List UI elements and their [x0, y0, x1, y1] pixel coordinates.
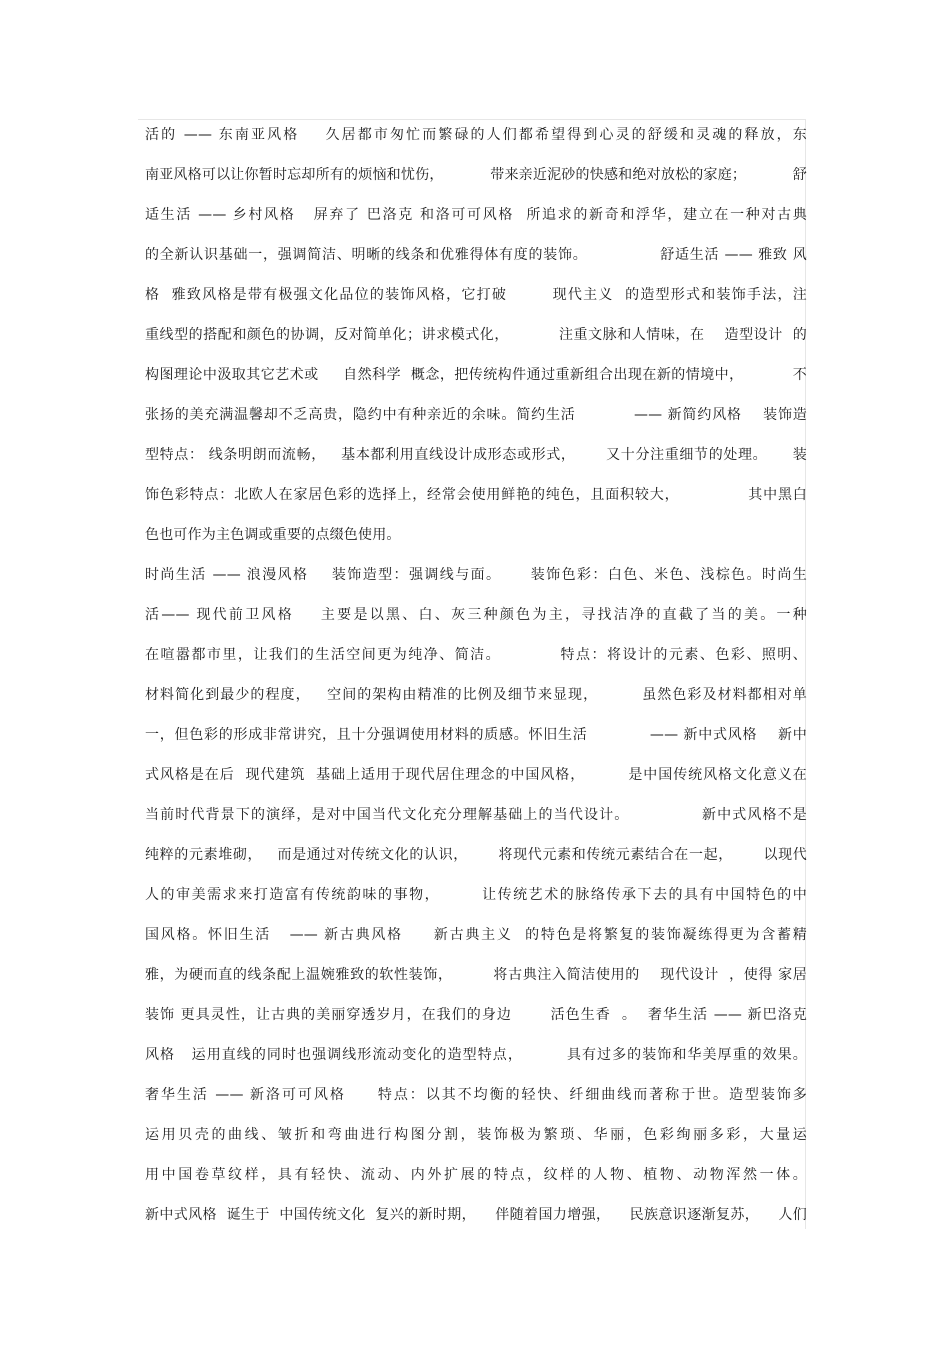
text-line: 饰色彩特点：北欧人在家居色彩的选择上，经常会使用鲜艳的纯色，且面积较大， 其中黑白 [145, 487, 807, 503]
text-line: 国风格。怀旧生活 —— 新古典风格 新古典主义 的特色是将繁复的装饰凝练得更为含蓄精 [145, 927, 807, 943]
text-line: 新中式风格 诞生于 中国传统文化 复兴的新时期， 伴随着国力增强， 民族意识逐渐复苏， 人们 [145, 1207, 807, 1223]
text-line: 活—— 现代前卫风格 主要是以黑、白、灰三种颜色为主，寻找洁净的直截了当的美。一种 [145, 607, 807, 623]
text-line: 的全新认识基础一，强调简洁、明晰的线条和优雅得体有度的装饰。 舒适生活 —— 雅致 风 [145, 247, 807, 263]
text-line: 当前时代背景下的演绎，是对中国当代文化充分理解基础上的当代设计。 新中式风格不是 [145, 807, 807, 823]
text-line: 构图理论中汲取其它艺术或 自然科学 概念，把传统构件通过重新组合出现在新的情境中， 不 [145, 367, 807, 383]
text-line: 活的 —— 东南亚风格 久居都市匆忙而繁碌的人们都希望得到心灵的舒缓和灵魂的释放，东 [145, 127, 807, 143]
text-line: 材料简化到最少的程度， 空间的架构由精准的比例及细节来显现， 虽然色彩及材料都相对单 [145, 687, 807, 703]
text-line: 运用贝壳的曲线、皱折和弯曲进行构图分割，装饰极为繁琐、华丽，色彩绚丽多彩，大量运 [145, 1127, 807, 1143]
text-line: 南亚风格可以让你暂时忘却所有的烦恼和忧伤， 带来亲近泥砂的快感和绝对放松的家庭； 舒 [145, 167, 807, 183]
text-line: 张扬的美充满温馨却不乏高贵，隐约中有种亲近的余味。简约生活 —— 新简约风格 装饰造 [145, 407, 807, 423]
text-line: 一，但色彩的形成非常讲究，且十分强调使用材料的质感。怀旧生活 —— 新中式风格 新中 [145, 727, 807, 743]
text-line: 奢华生活 —— 新洛可可风格 特点：以其不均衡的轻快、纤细曲线而著称于世。造型装饰多 [145, 1087, 807, 1103]
text-line: 在喧嚣都市里，让我们的生活空间更为纯净、简洁。 特点：将设计的元素、色彩、照明、 [145, 647, 807, 663]
text-line: 雅，为硬而直的线条配上温婉雅致的软性装饰， 将古典注入简洁使用的 现代设计 ，使得 家居 [145, 967, 807, 983]
text-line: 装饰 更具灵性，让古典的美丽穿透岁月，在我们的身边 活色生香 。 奢华生活 —— 新巴洛克 [145, 1007, 807, 1023]
text-line: 适生活 —— 乡村风格 屏弃了 巴洛克 和洛可可风格 所追求的新奇和浮华，建立在一种对古典 [145, 207, 807, 223]
text-line: 型特点： 线条明朗而流畅， 基本都利用直线设计成形态或形式， 又十分注重细节的处理。 装 [145, 447, 807, 463]
text-line: 人的审美需求来打造富有传统韵味的事物， 让传统艺术的脉络传承下去的具有中国特色的中 [145, 887, 807, 903]
text-line: 纯粹的元素堆砌， 而是通过对传统文化的认识， 将现代元素和传统元素结合在一起， 以现代 [145, 847, 807, 863]
text-line: 风格 运用直线的同时也强调线形流动变化的造型特点， 具有过多的装饰和华美厚重的效果。 [145, 1047, 807, 1063]
text-line: 时尚生活 —— 浪漫风格 装饰造型：强调线与面。 装饰色彩：白色、米色、浅棕色。时尚生 [145, 567, 807, 583]
text-line: 式风格是在后 现代建筑 基础上适用于现代居住理念的中国风格， 是中国传统风格文化意义在 [145, 767, 807, 783]
text-line: 格 雅致风格是带有极强文化品位的装饰风格，它打破 现代主义 的造型形式和装饰手法，注 [145, 287, 807, 303]
text-line: 色也可作为主色调或重要的点缀色使用。 [145, 527, 401, 543]
text-line: 用中国卷草纹样，具有轻快、流动、内外扩展的特点，纹样的人物、植物、动物浑然一体。 [145, 1167, 807, 1183]
text-line: 重线型的搭配和颜色的协调，反对简单化；讲求模式化， 注重文脉和人情味，在 造型设计 的 [145, 327, 807, 343]
